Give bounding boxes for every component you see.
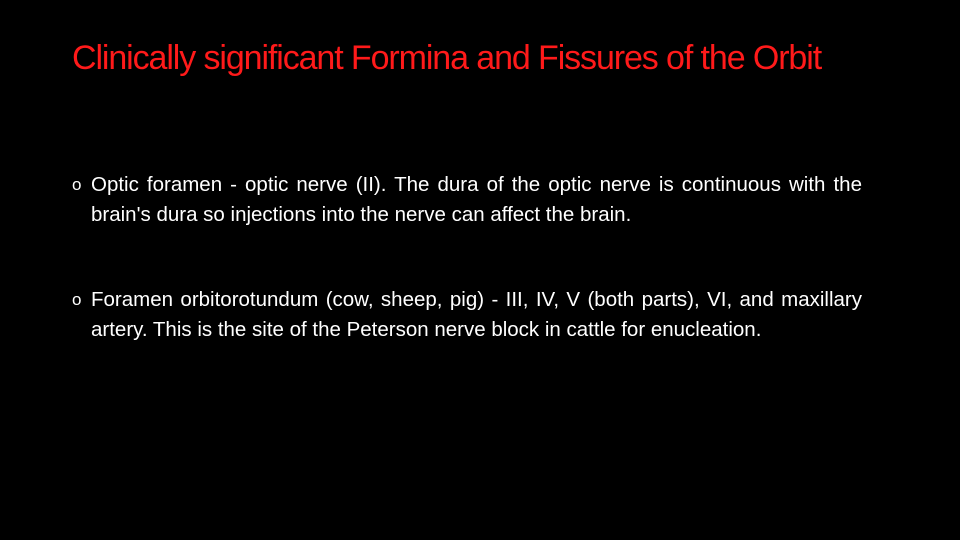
bullet-item-optic-foramen (72, 170, 862, 230)
bullet-list (72, 170, 862, 345)
bullet-item-foramen-orbitorotundum (72, 285, 862, 345)
bullet-marker: o (72, 290, 82, 309)
bullet-text: Foramen orbitorotundum (cow, sheep, pig) - III, IV, V (both parts), VI, and maxillary artery. This is the site of the Peterson nerve block in cattle for enucleation. (91, 288, 862, 341)
bullet-marker: o (72, 175, 82, 194)
slide-title: Clinically significant Formina and Fissures of the Orbit (72, 39, 822, 77)
bullet-text: Optic foramen - optic nerve (II). The dura of the optic nerve is continuous with the brain's dura so injections into the nerve can affect the brain. (91, 173, 862, 226)
